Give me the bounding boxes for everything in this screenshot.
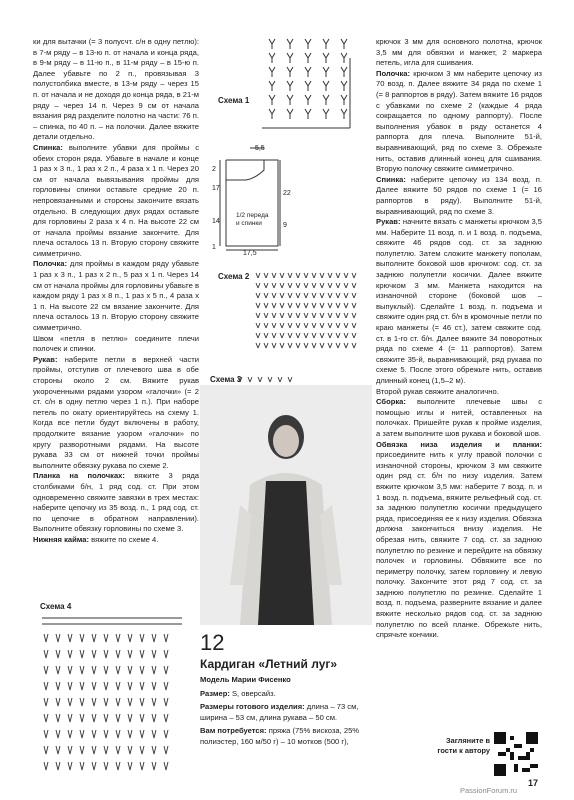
page-number: 17 (528, 778, 539, 788)
scheme-2-label: Схема 2 (218, 272, 250, 281)
dim-e: 9 (283, 222, 287, 229)
right-paragraph (376, 387, 542, 398)
scheme-3-label: Схема 3 (210, 375, 242, 384)
scheme-1-label: Схема 1 (218, 96, 250, 105)
dim-center: 1/2 переда и спинки (236, 212, 269, 227)
right-paragraph (376, 217, 542, 387)
paragraph-text: присоедините нить к углу правой полочки с изнаночной стороны, крючком 3 мм свяжите один ряд ст. б/н по низу изделия. Затем вяжите крючком 3,5 мм: наберите 7 возд. п. и 1 возд. п. подъема, вяжите рельефный сод. ст. за заднюю полупетлю косички предыдущего ряда, присоединяя ее к низу изделия. Обвязка должна закончиться внизу изделия. Не обрезая нить, свяжите 7 сод. ст. за заднюю полупетлю по резинке и перейдите на обвязку полочек и горловины. Обвяжите все по периметру полочку, затем горловину и левую полочку. Закончите этот ряд 7 сод. ст. за заднюю полупетлю по резинке. Сделайте 1 возд. п. подъема, разверните вязание и далее вяжите несколько рядов сод. ст. за заднюю полупетлю по всей планке. Обрежьте нить, спрячьте кончики. (376, 450, 542, 640)
left-paragraph (33, 334, 199, 355)
size-info: Размер: S, оверсайз. (200, 688, 276, 698)
right-paragraph (376, 69, 542, 175)
dim-g: 17,5 (243, 250, 257, 257)
materials-info: Вам потребуется: пряжа (75% вискоза, 25% полиэстер, 160 м/50 г) – 10 мотков (500 г), (200, 726, 360, 746)
scheme-1-chart (262, 36, 370, 136)
paragraph-heading: Обвязка низа изделия и планки: (376, 439, 542, 449)
dim-d: 14 (212, 218, 220, 225)
left-paragraph (33, 535, 199, 546)
left-paragraph (33, 143, 199, 260)
pattern-number: 12 (200, 630, 225, 655)
paragraph-text: наберите петли в верхней части проймы, отступив от плечевого шва в обе стороны около 2 см. Вяжите рукав укороченными рядами узором «галочки» (= 2 ст. с/н в одну петлю через 1 п.). При наборе петель по окату ориентируйтесь на схему 1. Когда все петли будут включены в работу, продолжите вязание узором «галочки» по кругу разворотными рядами. На высоте рукава 33 см от нижней точки проймы выполните обвязку рукава по схеме 2. (33, 354, 199, 470)
left-paragraph (33, 37, 199, 143)
column-right (376, 37, 542, 641)
paragraph-text: выполните плечевые швы с помощью иглы и нитей, оставленных на полочках. Пришейте рукав к пройме изделия, а затем выполните шов рукава и боковой шов. (376, 397, 542, 438)
paragraph-heading: Спинка: (376, 174, 406, 184)
watermark: PassionForum.ru (460, 786, 518, 795)
scheme-4-label: Схема 4 (40, 602, 72, 611)
paragraph-heading: Полочка: (376, 68, 411, 78)
dim-a: 2 (212, 166, 216, 173)
garment-schematic (206, 142, 296, 252)
pattern-title: Кардиган «Летний луг» (200, 657, 338, 671)
paragraph-text: Швом «петля в петлю» соедините плечи полочек и спинки. (33, 333, 199, 354)
paragraph-heading: Сборка: (376, 397, 406, 407)
paragraph-text: крючком 3 мм наберите цепочку из 70 возд. п. Далее вяжите 34 ряда по схеме 1 (= 8 раппортов в ряду). Затем вяжите 16 рядов с убавками по схеме 2 (каждые 4 ряда сокращается по одному раппорту). После выполнения убавок в ряду останется 4 раппорта для плеча. Выполните 51-й, выравнивающий, ряд по схеме 3. Обрежьте нить, оставив длинный конец для сшивания. Вторую полочку свяжите симметрично. (376, 68, 542, 174)
paragraph-heading: Нижняя кайма: (33, 534, 90, 544)
left-paragraph (33, 259, 199, 333)
qr-code-icon[interactable] (494, 732, 538, 776)
paragraph-heading: Полочка: (33, 259, 68, 269)
paragraph-heading: Рукав: (33, 354, 58, 364)
paragraph-text: Второй рукав свяжите аналогично. (376, 386, 499, 396)
right-paragraph (376, 175, 542, 217)
paragraph-text: наберите цепочку из 134 возд. п. Далее вяжите 50 рядов по схеме 1 (= 16 раппортов в ряду). Выполните 51-й, выравнивающий, ряд по схеме 3. (376, 174, 542, 216)
left-paragraph (33, 355, 199, 472)
paragraph-text: крючок 3 мм для основного полотна, крючок 3,5 мм для обвязки и манжет, 2 маркера петель, игла для сшивания. (376, 37, 542, 68)
dim-f: 1 (212, 244, 216, 251)
model-author: Модель Марии Фисенко (200, 675, 291, 684)
paragraph-text: вяжите 3 ряда столбиками б/н, 1 ряд сод. ст. При этом одновременно свяжите завязки в трех местах: наберите цепочку из 35 возд. п., 1 ряд сод. ст. по цепочке в обратном направлении). Выполните обвязку горловины по схеме 3. (33, 471, 199, 534)
paragraph-text: начните вязать с манжеты крючком 3,5 мм. Наберите 11 возд. п. и 1 возд. п. подъема, свяжите 46 рядов сод. ст. за заднюю полупетлю. Затем сложите манжету пополам, выполните боковой шов крючком: сод. ст. за заднюю полупетли косички. Далее вяжите крючком 3 мм. Манжета находится на изнаночной стороне (боковой шов – выпуклый). Сделайте 1 возд. п. подъема и свяжите один ряд ст. б/н в кромочные петли по краю манжеты (= 46 ст.), затем свяжите сод. ст. в 1-го ст. б/н. Далее вяжите 34 поворотных ряда по схеме 4 (= 11 раппортов). Затем свяжите 35-й, выравнивающий, ряд рукава по схеме 5. После этого обрежьте нить, оставив длинный конец (1,5–2 м). (376, 217, 542, 385)
right-paragraph (376, 37, 542, 69)
paragraph-heading: Рукав: (376, 217, 401, 227)
paragraph-heading: Спинка: (33, 142, 63, 152)
right-paragraph (376, 440, 542, 641)
paragraph-text: выполните убавки для проймы с обеих сторон ряда. Убавьте в начале и конце 1 раз x 3 п., 1 раз x 2 п., 4 раза x 1 п. Через 20 см от начала вывязывания проймы для горловины спинки оставьте средние 20 п. непровязанными и стороны закончите вязать отдельно. В следующих двух рядах оставьте для горловины 2 раза x 4 п. На высоте 22 см от начала проймы вязание закончите. Для плеча осталось 13 п. Вторую сторону свяжите симметрично. (33, 142, 199, 258)
pattern-title-block (200, 632, 370, 748)
scheme-2-chart (254, 270, 366, 356)
dim-top: 5,5 (255, 145, 265, 152)
right-paragraph (376, 397, 542, 439)
dimensions-info: Размеры готового изделия: длина – 73 см, ширина – 53 см, длина рукава – 50 см. (200, 702, 359, 722)
scheme-4-chart (40, 612, 190, 782)
paragraph-heading: Планка на полочках: (33, 471, 125, 481)
paragraph-text: вяжите по схеме 4. (89, 534, 159, 544)
left-paragraph (33, 471, 199, 535)
paragraph-text: для проймы в каждом ряду убавьте 1 раз x 3 п., 1 раз x 2 п., 5 раз x 1 п. Через 14 см от начала проймы для горловины убавьте в каждом ряду 1 раз x 8 п., 1 раз x 5 п., 4 раза x 1 п. На высоте 22 см вязание закончите. Для плеча осталось 13 п. Вторую сторону свяжите симметрично. (33, 259, 199, 333)
paragraph-text: ки для вытачки (= 3 полусчт. с/н в одну петлю): в 7-м ряду – в 13-ю п. от начала и конца ряда, в 9-м ряду – в 11-ю п., в 11-м ряду – в 15-ю п. Далее убавьте по 2 п., провязывая 3 полустолбика вместе, в 13-м ряду – через 15 п. от начала и не доходя до конца ряда, в 21-м ряду – через 14 п. Через 9 см от начала вязания ряд разделите полотно на части: 76 п. – спинка, по 40 п. – на полочки. Далее вяжите детали отдельно. (33, 37, 199, 142)
dim-c: 22 (283, 190, 291, 197)
column-left (33, 37, 199, 546)
model-photo (200, 385, 372, 625)
qr-caption: Загляните в гости к автору (437, 736, 490, 755)
dim-b: 17 (212, 185, 220, 192)
